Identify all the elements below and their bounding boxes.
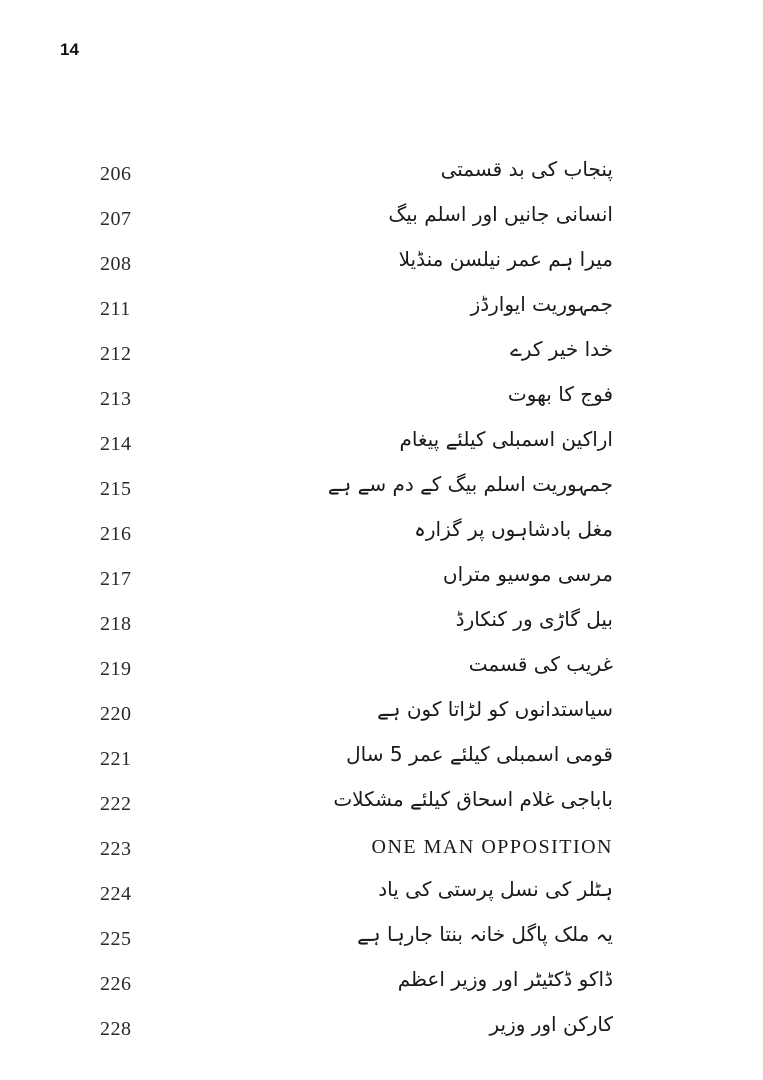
toc-entry-page-number: 207: [100, 208, 132, 230]
toc-entry-page-number: 225: [100, 928, 132, 950]
toc-entry-title: جمہوریت ایوارڈز: [470, 292, 613, 316]
toc-entry-page-number: 212: [100, 343, 132, 365]
toc-entry-title: مرسی موسیو متراں: [442, 562, 613, 586]
toc-entry-title: ONE MAN OPPOSITION: [371, 836, 613, 858]
toc-entry: [0, 515, 763, 560]
toc-entry-title: سیاستدانوں کو لڑاتا کون ہے: [377, 697, 613, 721]
toc-entry-title: جمہوریت اسلم بیگ کے دم سے ہے: [327, 472, 613, 496]
toc-entry-title: ہٹلر کی نسل پرستی کی یاد: [378, 877, 613, 901]
toc-entry: [0, 560, 763, 605]
page-number: 14: [60, 40, 79, 59]
toc-entry-title: میرا ہم عمر نیلسن منڈیلا: [398, 247, 613, 271]
toc-entry-page-number: 224: [100, 883, 132, 905]
toc-entry-page-number: 206: [100, 163, 132, 185]
toc-entry: [0, 920, 763, 965]
toc-entry-title: باباجی غلام اسحاق کیلئے مشکلات: [333, 787, 613, 811]
toc-entry: [0, 650, 763, 695]
toc-entry: [0, 875, 763, 920]
toc-entry-title: ڈاکو ڈکٹیٹر اور وزیر اعظم: [397, 967, 613, 991]
toc-entry: [0, 200, 763, 245]
toc-entry-page-number: 208: [100, 253, 132, 275]
toc-entry-title: پنجاب کی بد قسمتی: [440, 157, 613, 181]
toc-entry-page-number: 216: [100, 523, 132, 545]
toc-entry-title: کارکن اور وزیر: [489, 1012, 613, 1036]
toc-entry-page-number: 211: [100, 298, 131, 320]
toc-entry: [0, 965, 763, 1010]
toc-entry: [0, 830, 763, 875]
toc-entry-page-number: 226: [100, 973, 132, 995]
toc-entry: [0, 155, 763, 200]
toc-entry-page-number: 219: [100, 658, 132, 680]
toc-entry-page-number: 213: [100, 388, 132, 410]
toc-entry: [0, 740, 763, 785]
toc-entry-page-number: 214: [100, 433, 132, 455]
toc-entry: [0, 1010, 763, 1055]
toc-entry: [0, 335, 763, 380]
toc-entry: [0, 290, 763, 335]
toc-entry: [0, 380, 763, 425]
toc-entry-page-number: 228: [100, 1018, 132, 1040]
table-of-contents: [0, 155, 763, 1055]
toc-entry-page-number: 218: [100, 613, 132, 635]
toc-entry: [0, 695, 763, 740]
toc-entry-title: مغل بادشاہوں پر گزارہ: [414, 517, 613, 541]
toc-entry-title: خدا خیر کرے: [510, 337, 613, 361]
toc-entry-page-number: 217: [100, 568, 132, 590]
toc-entry-title: یہ ملک پاگل خانہ بنتا جارہا ہے: [357, 922, 613, 946]
toc-entry: [0, 425, 763, 470]
toc-entry: [0, 470, 763, 515]
toc-entry: [0, 785, 763, 830]
toc-entry-title: بیل گاڑی ور کنکارڈ: [455, 607, 613, 631]
toc-entry-page-number: 222: [100, 793, 132, 815]
toc-entry-page-number: 221: [100, 748, 132, 770]
toc-entry: [0, 605, 763, 650]
toc-entry-title: انسانی جانیں اور اسلم بیگ: [388, 202, 613, 226]
toc-entry-title: اراکین اسمبلی کیلئے پیغام: [399, 427, 613, 451]
toc-entry-title: غریب کی قسمت: [468, 652, 613, 676]
toc-entry-title: قومی اسمبلی کیلئے عمر 5 سال: [346, 742, 613, 766]
toc-entry-page-number: 215: [100, 478, 132, 500]
toc-entry-page-number: 223: [100, 838, 132, 860]
toc-entry: [0, 245, 763, 290]
toc-entry-title: فوج کا بھوت: [507, 382, 613, 406]
toc-entry-page-number: 220: [100, 703, 132, 725]
